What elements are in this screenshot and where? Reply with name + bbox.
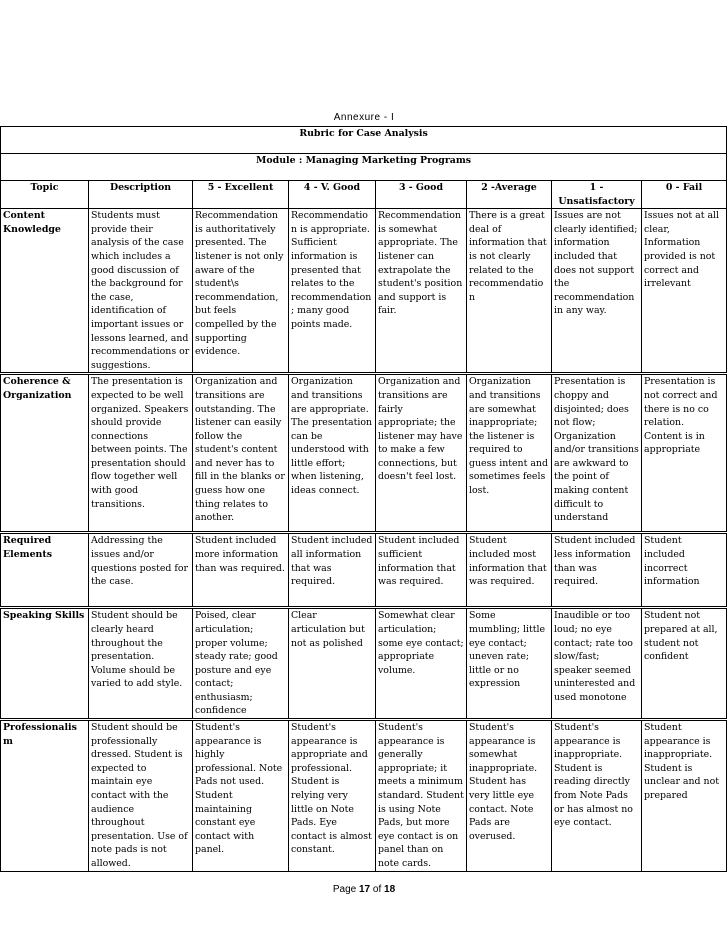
module-row (1, 154, 727, 181)
page-total: 18 (384, 884, 396, 895)
row-topic: Professionalism (1, 720, 89, 872)
row-topic: Content Knowledge (1, 209, 89, 374)
table-cell: Student included incorrect information (642, 533, 727, 608)
table-cell: Inaudible or too loud; no eye contact; rate too slow/fast; speaker seemed uninterested and used monotone (552, 608, 642, 720)
table-cell: Organization and transitions are outstanding. The listener can easily follow the student's content and never has to fill in the blanks or guess how one thing relates to another. (193, 374, 289, 533)
table-cell: Student's appearance is somewhat inappropriate. Student has very little eye contact. Note Pads are overused. (467, 720, 552, 872)
table-cell: Student included less information than was required. (552, 533, 642, 608)
table-cell: Student should be professionally dressed. Student is expected to maintain eye contact with the audience throughout presentation. Use of note pads is not allowed. (89, 720, 193, 872)
header-unsatisfactory: 1 - Unsatisfactory (552, 181, 642, 209)
row-topic: Speaking Skills (1, 608, 89, 720)
table-cell: Somewhat clear articulation; some eye contact; appropriate volume. (376, 608, 467, 720)
table-cell: Student included all information that was required. (289, 533, 376, 608)
table-cell: Student included most information that was required. (467, 533, 552, 608)
table-cell: Student's appearance is inappropriate. Student is reading directly from Note Pads or has almost no eye contact. (552, 720, 642, 872)
table-cell: Presentation is choppy and disjointed; does not flow; Organization and/or transitions are awkward to the point of making content difficult to understand (552, 374, 642, 533)
table-cell: Some mumbling; little eye contact; uneven rate; little or no expression (467, 608, 552, 720)
page-footer (0, 884, 728, 895)
header-excellent: 5 - Excellent (193, 181, 289, 209)
table-cell: Student included sufficient information that was required. (376, 533, 467, 608)
header-description: Description (89, 181, 193, 209)
table-cell: Clear articulation but not as polished (289, 608, 376, 720)
table-cell: Recommendation is appropriate. Sufficient information is presented that relates to the recommendation; many good points made. (289, 209, 376, 374)
table-cell: Poised, clear articulation; proper volume; steady rate; good posture and eye contact; enthusiasm; confidence (193, 608, 289, 720)
table-cell: Student included more information than was required. (193, 533, 289, 608)
rubric-table (0, 126, 727, 872)
table-cell: Issues not at all clear, Information provided is not correct and irrelevant (642, 209, 727, 374)
table-cell: Addressing the issues and/or questions posted for the case. (89, 533, 193, 608)
table-row (1, 209, 727, 374)
table-cell: The presentation is expected to be well organized. Speakers should provide connections between points. The presentation should flow together well with good transitions. (89, 374, 193, 533)
header-very-good: 4 - V. Good (289, 181, 376, 209)
table-cell: Organization and transitions are somewhat inappropriate; the listener is required to guess intent and sometimes feels lost. (467, 374, 552, 533)
row-topic: Required Elements (1, 533, 89, 608)
table-cell: Student should be clearly heard throughout the presentation. Volume should be varied to add style. (89, 608, 193, 720)
table-cell: Student not prepared at all, student not confident (642, 608, 727, 720)
header-topic: Topic (1, 181, 89, 209)
header-row (1, 181, 727, 209)
table-cell: Presentation is not correct and there is no co relation. Content is in appropriate (642, 374, 727, 533)
table-cell: Students must provide their analysis of the case which includes a good discussion of the background for the case, identification of important issues or lessons learned, and recommendations or suggestions. (89, 209, 193, 374)
page-prefix: Page (332, 884, 359, 895)
table-cell: Organization and transitions are fairly appropriate; the listener may have to make a few connections, but doesn't feel lost. (376, 374, 467, 533)
table-cell: Recommendation is authoritatively presented. The listener is not only aware of the student\s recommendation, but feels compelled by the supporting evidence. (193, 209, 289, 374)
title-row (1, 127, 727, 154)
table-cell: Issues are not clearly identified; information included that does not support the recommendation in any way. (552, 209, 642, 374)
header-average: 2 -Average (467, 181, 552, 209)
table-row (1, 374, 727, 533)
table-cell: Student's appearance is highly professional. Note Pads not used. Student maintaining constant eye contact with panel. (193, 720, 289, 872)
table-cell: There is a great deal of information that is not clearly related to the recommendation (467, 209, 552, 374)
row-topic: Coherence & Organization (1, 374, 89, 533)
rubric-title: Rubric for Case Analysis (1, 127, 727, 154)
page-of: of (370, 884, 385, 895)
page-current: 17 (358, 884, 371, 895)
module-title: Module : Managing Marketing Programs (1, 154, 727, 181)
table-row (1, 608, 727, 720)
annexure-label: Annexure - I (333, 112, 395, 123)
header-good: 3 - Good (376, 181, 467, 209)
table-cell: Organization and transitions are appropriate. The presentation can be understood with little effort; when listening, ideas connect. (289, 374, 376, 533)
table-cell: Student appearance is inappropriate. Student is unclear and not prepared (642, 720, 727, 872)
table-cell: Student's appearance is appropriate and professional. Student is relying very little on Note Pads. Eye contact is almost constant. (289, 720, 376, 872)
table-cell: Student's appearance is generally appropriate; it meets a minimum standard. Student is using Note Pads, but more eye contact is on panel than on note cards. (376, 720, 467, 872)
table-row (1, 720, 727, 872)
table-row (1, 533, 727, 608)
table-cell: Recommendation is somewhat appropriate. The listener can extrapolate the student's position and support is fair. (376, 209, 467, 374)
header-fail: 0 - Fail (642, 181, 727, 209)
